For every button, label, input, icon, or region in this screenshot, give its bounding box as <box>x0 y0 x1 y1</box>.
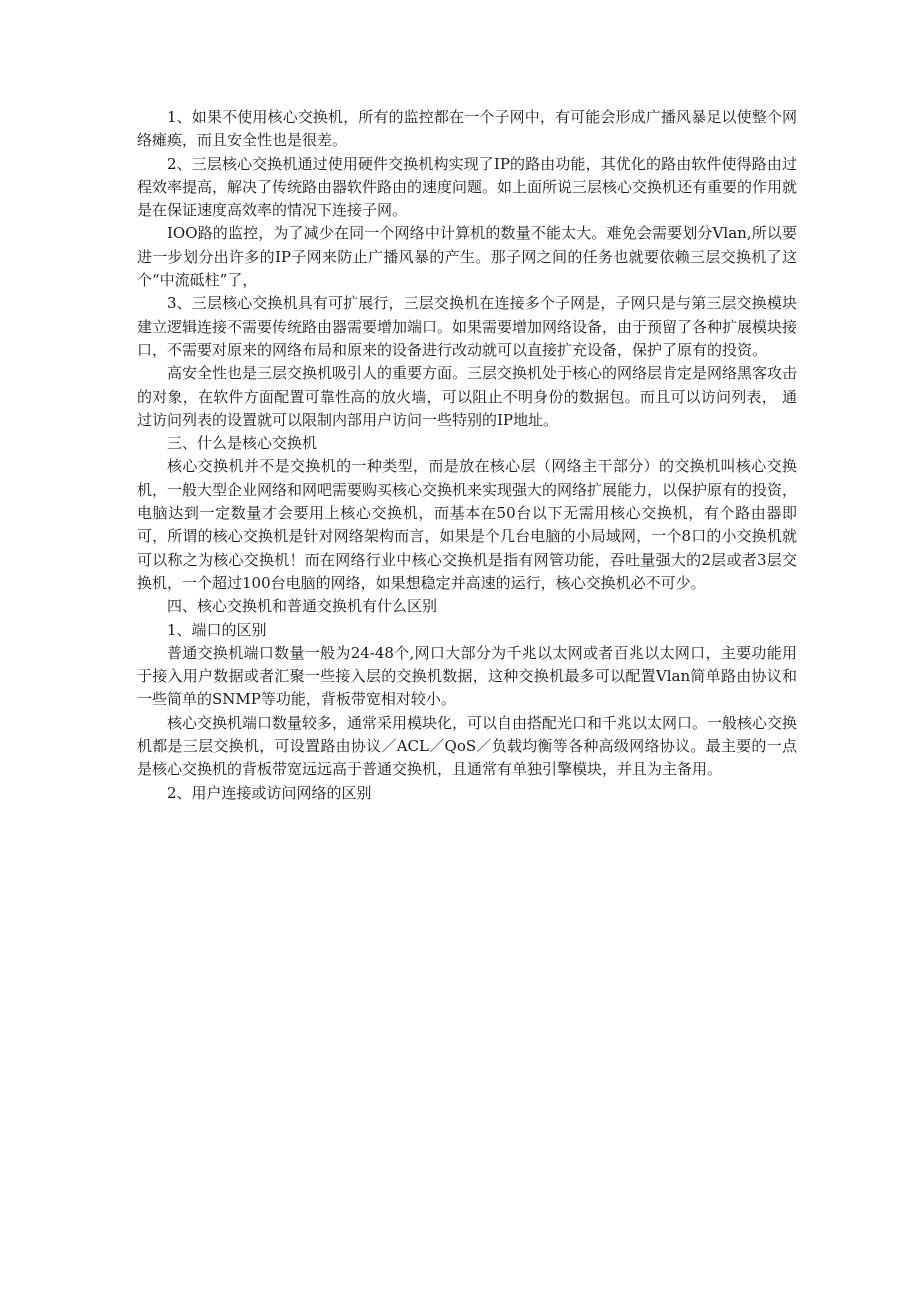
paragraph-monitoring-100: IOO路的监控，为了减少在同一个网络中计算机的数量不能太大。难免会需要划分Vlan,所以要进一步划分出许多的IP子网来防止广播风暴的产生。那子网之间的任务也就要依赖三层交换机了这个“中流砥柱”了， <box>137 224 797 290</box>
subheading-user-access-difference: 2、用户连接或访问网络的区别 <box>167 783 372 802</box>
paragraph-normal-switch-ports: 普通交换机端口数量一般为24-48个,网口大部分为千兆以太网或者百兆以太网口，主要功能用于接入用户数据或者汇聚一些接入层的交换机数据，这种交换机最多可以配置Vlan简单路由协议和一些简单的SNMP等功能，背板带宽相对较小。 <box>137 643 797 709</box>
paragraph-high-security: 高安全性也是三层交换机吸引人的重要方面。三层交换机处于核心的网络层肯定是网络黑客攻击的对象，在软件方面配置可靠性高的放火墙，可以阻止不明身份的数据包。而且可以访问列表， 通过访问列表的设置就可以限制内部用户访问一些特别的IP地址。 <box>137 364 798 429</box>
paragraph-core-switch-point-3: 3、三层核心交换机具有可扩展行，三层交换机在连接多个子网是，子网只是与第三层交换模块建立逻辑连接不需要传统路由器需要增加端口。如果需要增加网络设备，由于预留了各种扩展模块接口，不需要对原来的网络布局和原来的设备进行改动就可以直接扩充设备，保护了原有的投资。 <box>137 294 798 359</box>
section-heading-differences: 四、核心交换机和普通交换机有什么区别 <box>167 597 438 616</box>
subheading-port-difference: 1、端口的区别 <box>167 620 267 639</box>
section-heading-what-is-core-switch: 三、什么是核心交换机 <box>167 434 318 453</box>
paragraph-core-switch-definition: 核心交换机并不是交换机的一种类型，而是放在核心层（网络主干部分）的交换机叫核心交换机，一般大型企业网络和网吧需要购买核心交换机来实现强大的网络扩展能力，以保护原有的投资，电脑达到一定数量才会要用上核心交换机，而基本在50台以下无需用核心交换机，有个路由器即可，所谓的核心交换机是针对网络架构而言，如果是个几台电脑的小局域网，一个8口的小交换机就可以称之为核心交换机！而在网络行业中核心交换机是指有网管功能，吞吐量强大的2层或者3层交换机，一个超过100台电脑的网络，如果想稳定并高速的运行，核心交换机必不可少。 <box>137 457 798 592</box>
paragraph-core-switch-point-2: 2、三层核心交换机通过使用硬件交换机构实现了IP的路由功能，其优化的路由软件使得路由过程效率提高，解决了传统路由器软件路由的速度问题。如上面所说三层核心交换机还有重要的作用就是在保证速度高效率的情况下连接子网。 <box>137 154 798 220</box>
paragraph-core-switch-point-1: 1、如果不使用核心交换机，所有的监控都在一个子网中，有可能会形成广播风暴足以使整个网络瘫痪，而且安全性也是很差。 <box>137 108 797 150</box>
document-body <box>137 106 797 805</box>
paragraph-core-switch-ports: 核心交换机端口数量较多，通常采用模块化，可以自由搭配光口和千兆以太网口。一般核心交换机都是三层交换机，可设置路由协议／ACL／QoS／负载均衡等各种高级网络协议。最主要的一点是核心交换机的背板带宽远远高于普通交换机，且通常有单独引擎模块，并且为主备用。 <box>137 713 798 779</box>
